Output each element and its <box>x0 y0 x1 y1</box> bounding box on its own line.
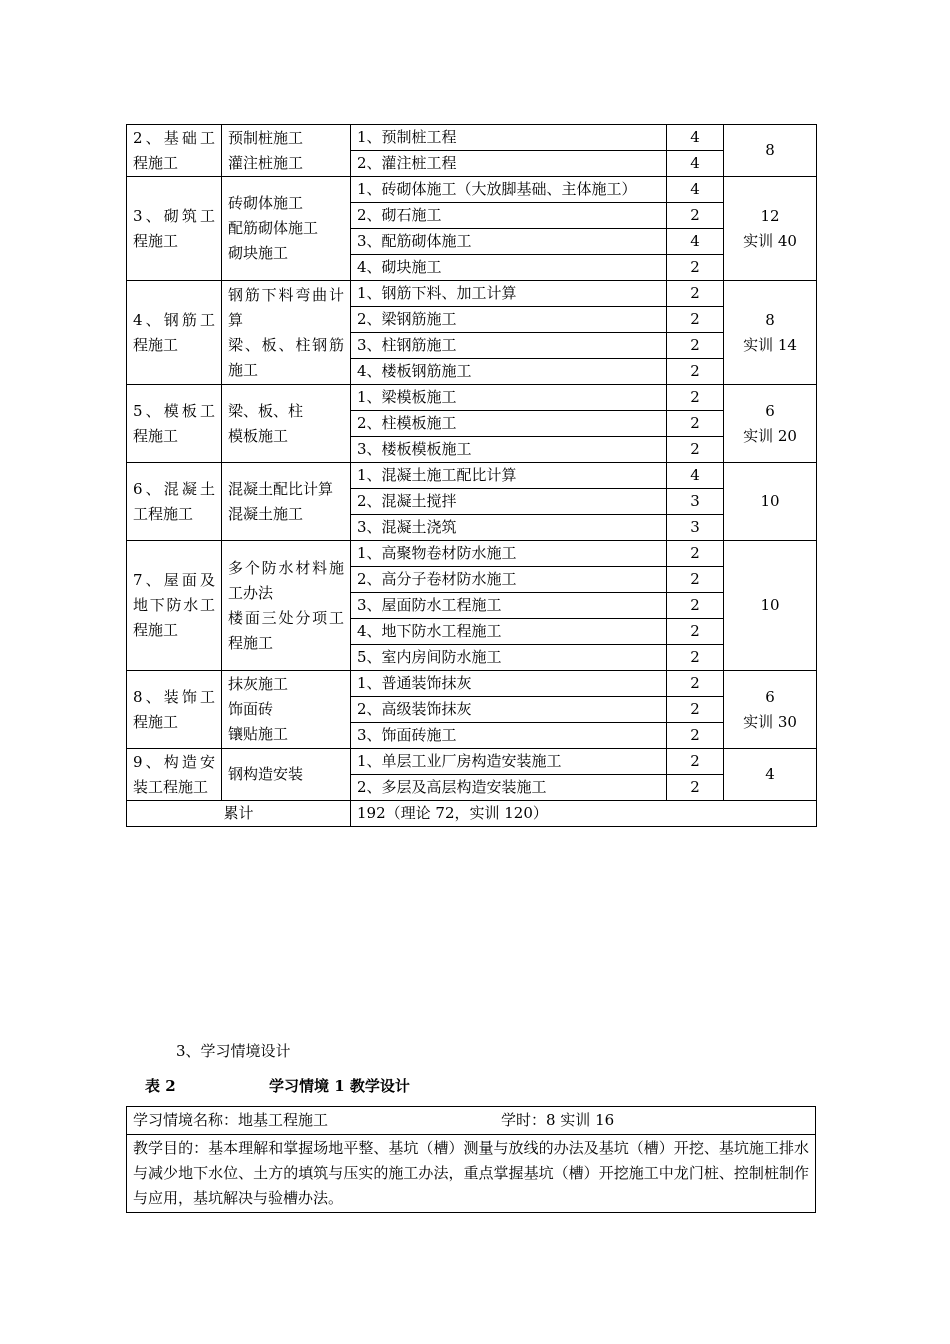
task-cell: 3、饰面砖施工 <box>351 723 667 749</box>
task-cell: 1、钢筋下料、加工计算 <box>351 281 667 307</box>
content-line: 抹灰施工 <box>228 675 289 693</box>
sum-value: 192（理论 72，实训 120） <box>351 801 817 827</box>
module-name-cell: 6、混凝土工程施工 <box>127 463 222 541</box>
total-line: 10 <box>760 596 780 614</box>
teaching-objective: 教学目的：基本理解和掌握场地平整、基坑（槽）测量与放线的办法及基坑（槽）开挖、基坑施工排水与减少地下水位、土方的填筑与压实的施工办法，重点掌握基坑（槽）开挖施工中龙门桩、控制桩制作与应用，基坑解决与验槽办法。 <box>127 1135 816 1213</box>
table-label: 表 2 <box>145 1077 176 1095</box>
task-cell: 1、混凝土施工配比计算 <box>351 463 667 489</box>
table-title: 学习情境 1 教学设计 <box>269 1077 410 1095</box>
content-line: 砖砌体施工 <box>228 194 304 212</box>
task-hours-cell: 2 <box>667 307 724 333</box>
content-line: 梁、板、柱钢筋施工 <box>228 335 344 379</box>
task-hours-cell: 2 <box>667 359 724 385</box>
task-cell: 2、高分子卷材防水施工 <box>351 567 667 593</box>
total-line: 6 <box>765 401 775 420</box>
task-hours-cell: 2 <box>667 567 724 593</box>
teaching-design-table <box>126 1106 816 1213</box>
task-hours-cell: 4 <box>667 229 724 255</box>
task-cell: 1、高聚物卷材防水施工 <box>351 541 667 567</box>
table-row <box>127 281 817 307</box>
table-row <box>127 541 817 567</box>
task-hours-cell: 4 <box>667 463 724 489</box>
task-cell: 4、地下防水工程施工 <box>351 619 667 645</box>
situation-name: 学习情境名称：地基工程施工 <box>133 1111 329 1129</box>
task-cell: 2、高级装饰抹灰 <box>351 697 667 723</box>
task-cell: 4、楼板钢筋施工 <box>351 359 667 385</box>
task-cell: 3、配筋砌体施工 <box>351 229 667 255</box>
task-hours-cell: 2 <box>667 385 724 411</box>
task-hours-cell: 2 <box>667 723 724 749</box>
task-cell: 1、普通装饰抹灰 <box>351 671 667 697</box>
module-name-cell: 5、模板工程施工 <box>127 385 222 463</box>
task-hours-cell: 2 <box>667 281 724 307</box>
content-line: 预制桩施工 <box>228 128 304 147</box>
total-line: 实训 30 <box>743 712 797 731</box>
module-total-cell <box>724 281 817 385</box>
module-content-cell <box>222 463 351 541</box>
task-cell: 1、预制桩工程 <box>351 125 667 151</box>
module-name-cell: 7、屋面及地下防水工程施工 <box>127 541 222 671</box>
task-hours-cell: 2 <box>667 697 724 723</box>
section-heading: 3、学习情境设计 <box>176 1042 291 1060</box>
design-header-row <box>127 1107 816 1135</box>
module-name-cell: 3、砌筑工程施工 <box>127 177 222 281</box>
content-line: 混凝土施工 <box>228 504 304 523</box>
module-content-cell <box>222 541 351 671</box>
task-hours-cell: 2 <box>667 437 724 463</box>
sum-row <box>127 801 817 827</box>
total-line: 实训 40 <box>743 231 797 250</box>
total-line: 8 <box>765 141 775 159</box>
curriculum-table-body <box>127 125 817 827</box>
content-line: 钢构造安装 <box>228 765 304 783</box>
table-row <box>127 749 817 775</box>
total-line: 实训 14 <box>743 335 797 354</box>
table-row <box>127 671 817 697</box>
module-name-cell: 9、构造安装工程施工 <box>127 749 222 801</box>
task-hours-cell: 4 <box>667 177 724 203</box>
module-content-cell <box>222 671 351 749</box>
content-line: 模板施工 <box>228 426 289 445</box>
task-hours-cell: 2 <box>667 619 724 645</box>
table-row <box>127 177 817 203</box>
module-content-cell <box>222 385 351 463</box>
task-cell: 2、柱模板施工 <box>351 411 667 437</box>
module-content-cell <box>222 749 351 801</box>
module-content-cell <box>222 281 351 385</box>
task-cell: 3、混凝土浇筑 <box>351 515 667 541</box>
task-hours-cell: 4 <box>667 151 724 177</box>
content-line: 砌块施工 <box>228 244 289 262</box>
task-hours-cell: 2 <box>667 645 724 671</box>
curriculum-table <box>126 124 817 827</box>
task-hours-cell: 2 <box>667 541 724 567</box>
table-row <box>127 125 817 151</box>
task-cell: 1、砖砌体施工（大放脚基础、主体施工） <box>351 177 667 203</box>
task-cell: 2、混凝土搅拌 <box>351 489 667 515</box>
total-line: 6 <box>765 687 775 706</box>
table-row <box>127 463 817 489</box>
sum-label: 累计 <box>127 801 351 827</box>
task-cell: 1、梁模板施工 <box>351 385 667 411</box>
content-line: 灌注桩施工 <box>228 153 304 172</box>
table-row <box>127 385 817 411</box>
task-hours-cell: 3 <box>667 515 724 541</box>
content-line: 混凝土配比计算 <box>228 479 334 498</box>
module-name-cell: 4、钢筋工程施工 <box>127 281 222 385</box>
task-cell: 3、楼板模板施工 <box>351 437 667 463</box>
content-line: 镶贴施工 <box>228 725 289 743</box>
table-caption <box>145 1075 410 1096</box>
task-cell: 2、砌石施工 <box>351 203 667 229</box>
task-hours-cell: 2 <box>667 255 724 281</box>
task-cell: 2、多层及高层构造安装施工 <box>351 775 667 801</box>
task-hours-cell: 2 <box>667 749 724 775</box>
task-cell: 2、梁钢筋施工 <box>351 307 667 333</box>
module-total-cell <box>724 463 817 541</box>
total-line: 12 <box>760 206 780 225</box>
task-cell: 2、灌注桩工程 <box>351 151 667 177</box>
design-objective-row <box>127 1135 816 1213</box>
total-line: 8 <box>765 310 775 329</box>
total-line: 4 <box>765 765 775 783</box>
total-line: 10 <box>760 492 780 510</box>
design-header-cell <box>127 1107 816 1135</box>
content-line: 梁、板、柱 <box>228 401 304 420</box>
task-cell: 5、室内房间防水施工 <box>351 645 667 671</box>
task-cell: 3、屋面防水工程施工 <box>351 593 667 619</box>
module-total-cell <box>724 125 817 177</box>
content-line: 配筋砌体施工 <box>228 219 319 237</box>
task-hours-cell: 2 <box>667 411 724 437</box>
module-content-cell <box>222 125 351 177</box>
module-total-cell <box>724 749 817 801</box>
task-hours-cell: 4 <box>667 125 724 151</box>
task-hours-cell: 2 <box>667 593 724 619</box>
task-cell: 4、砌块施工 <box>351 255 667 281</box>
task-hours-cell: 2 <box>667 671 724 697</box>
module-total-cell <box>724 671 817 749</box>
task-cell: 1、单层工业厂房构造安装施工 <box>351 749 667 775</box>
task-hours-cell: 2 <box>667 333 724 359</box>
content-line: 钢筋下料弯曲计算 <box>228 285 344 329</box>
task-cell: 3、柱钢筋施工 <box>351 333 667 359</box>
module-total-cell <box>724 177 817 281</box>
task-hours-cell: 3 <box>667 489 724 515</box>
situation-hours: 学时：8 实训 16 <box>501 1111 615 1129</box>
module-name-cell: 8、装饰工程施工 <box>127 671 222 749</box>
module-name-cell: 2、基础工程施工 <box>127 125 222 177</box>
content-line: 楼面三处分项工程施工 <box>228 608 344 652</box>
total-line: 实训 20 <box>743 426 797 445</box>
content-line: 多个防水材料施工办法 <box>228 558 344 602</box>
content-line: 饰面砖 <box>228 700 274 718</box>
task-hours-cell: 2 <box>667 775 724 801</box>
module-total-cell <box>724 541 817 671</box>
task-hours-cell: 2 <box>667 203 724 229</box>
module-content-cell <box>222 177 351 281</box>
module-total-cell <box>724 385 817 463</box>
